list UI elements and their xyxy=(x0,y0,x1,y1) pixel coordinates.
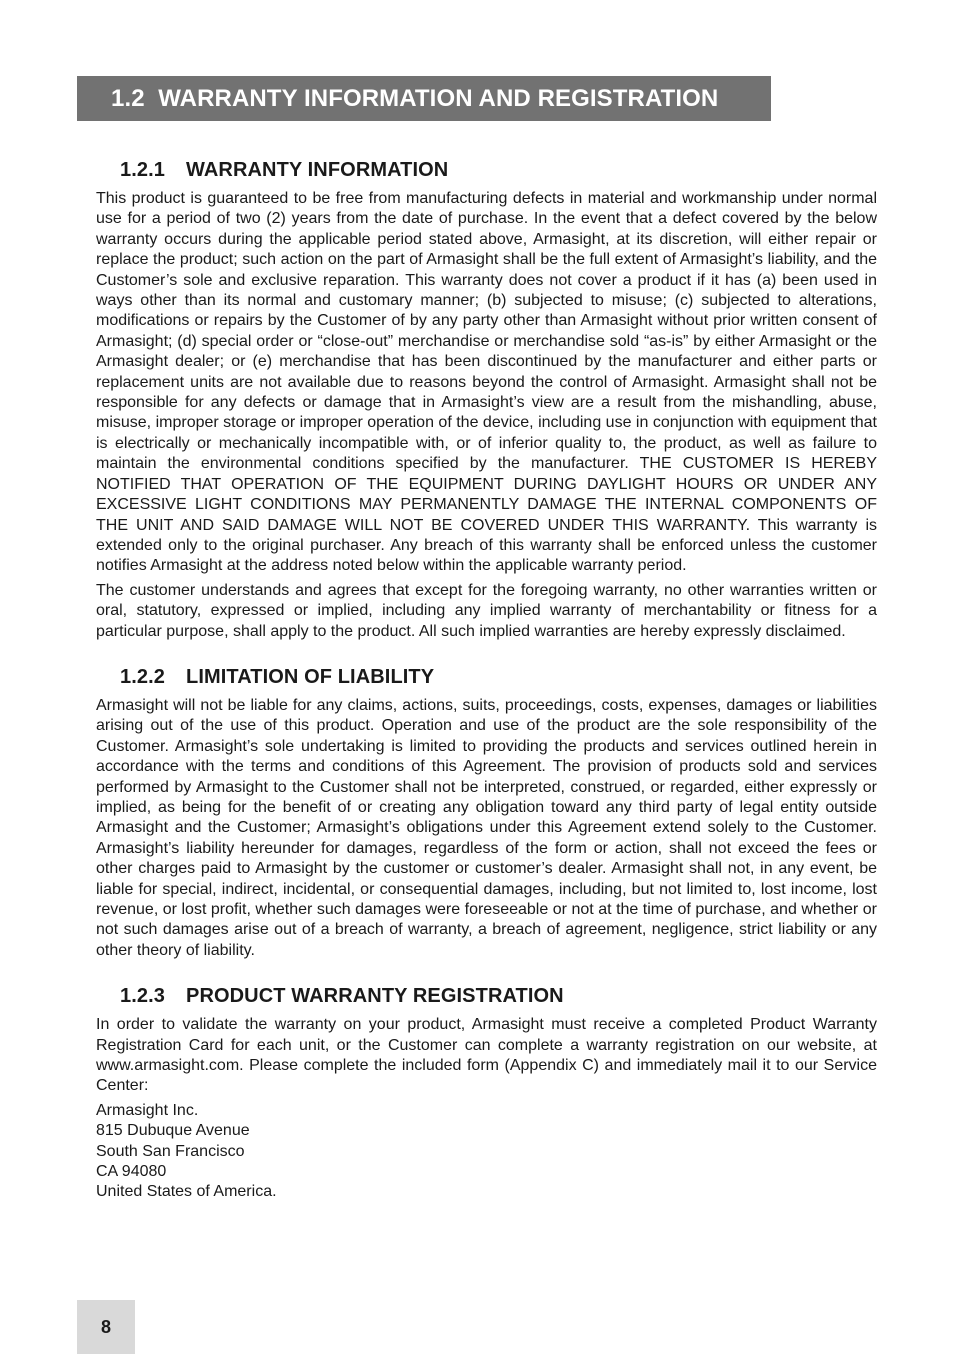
section-heading-warranty-information xyxy=(96,153,877,187)
warranty-paragraph-2: The customer understands and agrees that except for the foregoing warranty, no other warranties written or oral, statutory, expressed or implied, including any implied warranty of merchantability or fitness for a particular purpose, shall apply to the product. All such implied warranties are hereby expressly disclaimed. xyxy=(96,581,877,640)
section-title: PRODUCT WARRANTY REGISTRATION xyxy=(186,985,564,1008)
section-heading-limitation-of-liability xyxy=(96,660,877,694)
chapter-title: WARRANTY INFORMATION AND REGISTRATION xyxy=(158,84,719,112)
section-number: 1.2.3 xyxy=(120,985,165,1008)
section-number: 1.2.1 xyxy=(120,159,165,181)
chapter-banner xyxy=(77,76,771,121)
address-line: 815 Dubuque Avenue xyxy=(96,1122,250,1140)
chapter-number: 1.2 xyxy=(111,84,145,112)
address-line: United States of America. xyxy=(96,1183,277,1201)
section-title: LIMITATION OF LIABILITY xyxy=(186,665,435,688)
section-title: WARRANTY INFORMATION xyxy=(186,159,449,181)
service-center-address xyxy=(96,1101,877,1203)
liability-paragraph: Armasight will not be liable for any claims, actions, suits, proceedings, costs, expenses, damages or liabilities arising out of the use of this product. Operation and use of the product are the sole responsibility of the Customer. Armasight’s sole undertaking is limited to providing the products and services outlined herein in accordance with the terms and conditions of this Agreement. The provision of products sold and services performed by Armasight to the Customer shall not be interpreted, construed, or regarded, either expressly or implied, as being for the benefit of or creating any obligation toward any third party of legal entity outside Armasight and the Customer; Armasight’s obligations under this Agreement extend solely to the Customer. Armasight’s liability hereunder for damages, regardless of the form or action, shall not exceed the fees or other charges paid to Armasight by the customer or customer’s dealer. Armasight shall not, in any event, be liable for special, indirect, incidental, or consequential damages, including, but not limited to, lost income, lost revenue, or lost profit, whether such damages were foreseeable or not at the time of purchase, and whether or not such damages arise out of a breach of warranty, a breach of agreement, negligence, strict liability or any other theory of liability. xyxy=(96,696,877,959)
address-line: Armasight Inc. xyxy=(96,1101,199,1119)
address-line: South San Francisco xyxy=(96,1142,245,1160)
warranty-paragraph-1: This product is guaranteed to be free from manufacturing defects in material and workmanship under normal use for a period of two (2) years from the date of purchase. In the event that a defect covered by the below warranty occurs during the applicable period stated above, Armasight, at its discretion, will either repair or replace the product; such action on the part of Armasight shall be the full extent of Armasight’s liability, and the Customer’s sole and exclusive reparation. This warranty does not cover a product if it has (a) been used in ways other than its normal and customary manner; (b) subjected to misuse; (c) subjected to alterations, modifications or repairs by the Customer of by any party other than Armasight without prior written consent of Armasight; (d) special order or “close-out” merchandise or merchandise sold “as-is” by either Armasight or the Armasight dealer; or (e) merchandise that has been discontinued by the manufacturer and either parts or replacement units are not available due to reasons beyond the control of Armasight. Armasight shall not be responsible for any defects or damage that in Armasight’s view are a result from the mishandling, abuse, misuse, improper storage or improper operation of the device, including use in conjunction with equipment that is electrically or mechanically incompatible with, or of inferior quality to, the product, as well as failure to maintain the environmental conditions specified by the manufacturer. THE CUSTOMER IS HEREBY NOTIFIED THAT OPERATION OF THE EQUIPMENT DURING DAYLIGHT HOURS OR UNDER ANY EXCESSIVE LIGHT CONDITIONS MAY PERMANENTLY DAMAGE THE INTERNAL COMPONENTS OF THE UNIT AND SAID DAMAGE WILL NOT BE COVERED UNDER THIS WARRANTY. This warranty is extended only to the original purchaser. Any breach of this warranty shall be enforced unless the customer notifies Armasight at the address noted below within the applicable warranty period. xyxy=(96,190,877,575)
registration-paragraph: In order to validate the warranty on your product, Armasight must receive a completed Product Warranty Registration Card for each unit, or the Customer can complete a warranty registration on our website, at www.armasight.com. Please complete the included form (Appendix C) and immediately mail it to our Service Center: xyxy=(96,1016,877,1095)
page-number-tab xyxy=(77,1300,135,1354)
address-line: CA 94080 xyxy=(96,1163,167,1181)
page-content xyxy=(96,153,877,1203)
section-number: 1.2.2 xyxy=(120,665,165,688)
page-number: 8 xyxy=(100,1316,111,1337)
section-heading-product-warranty-registration xyxy=(96,979,877,1013)
